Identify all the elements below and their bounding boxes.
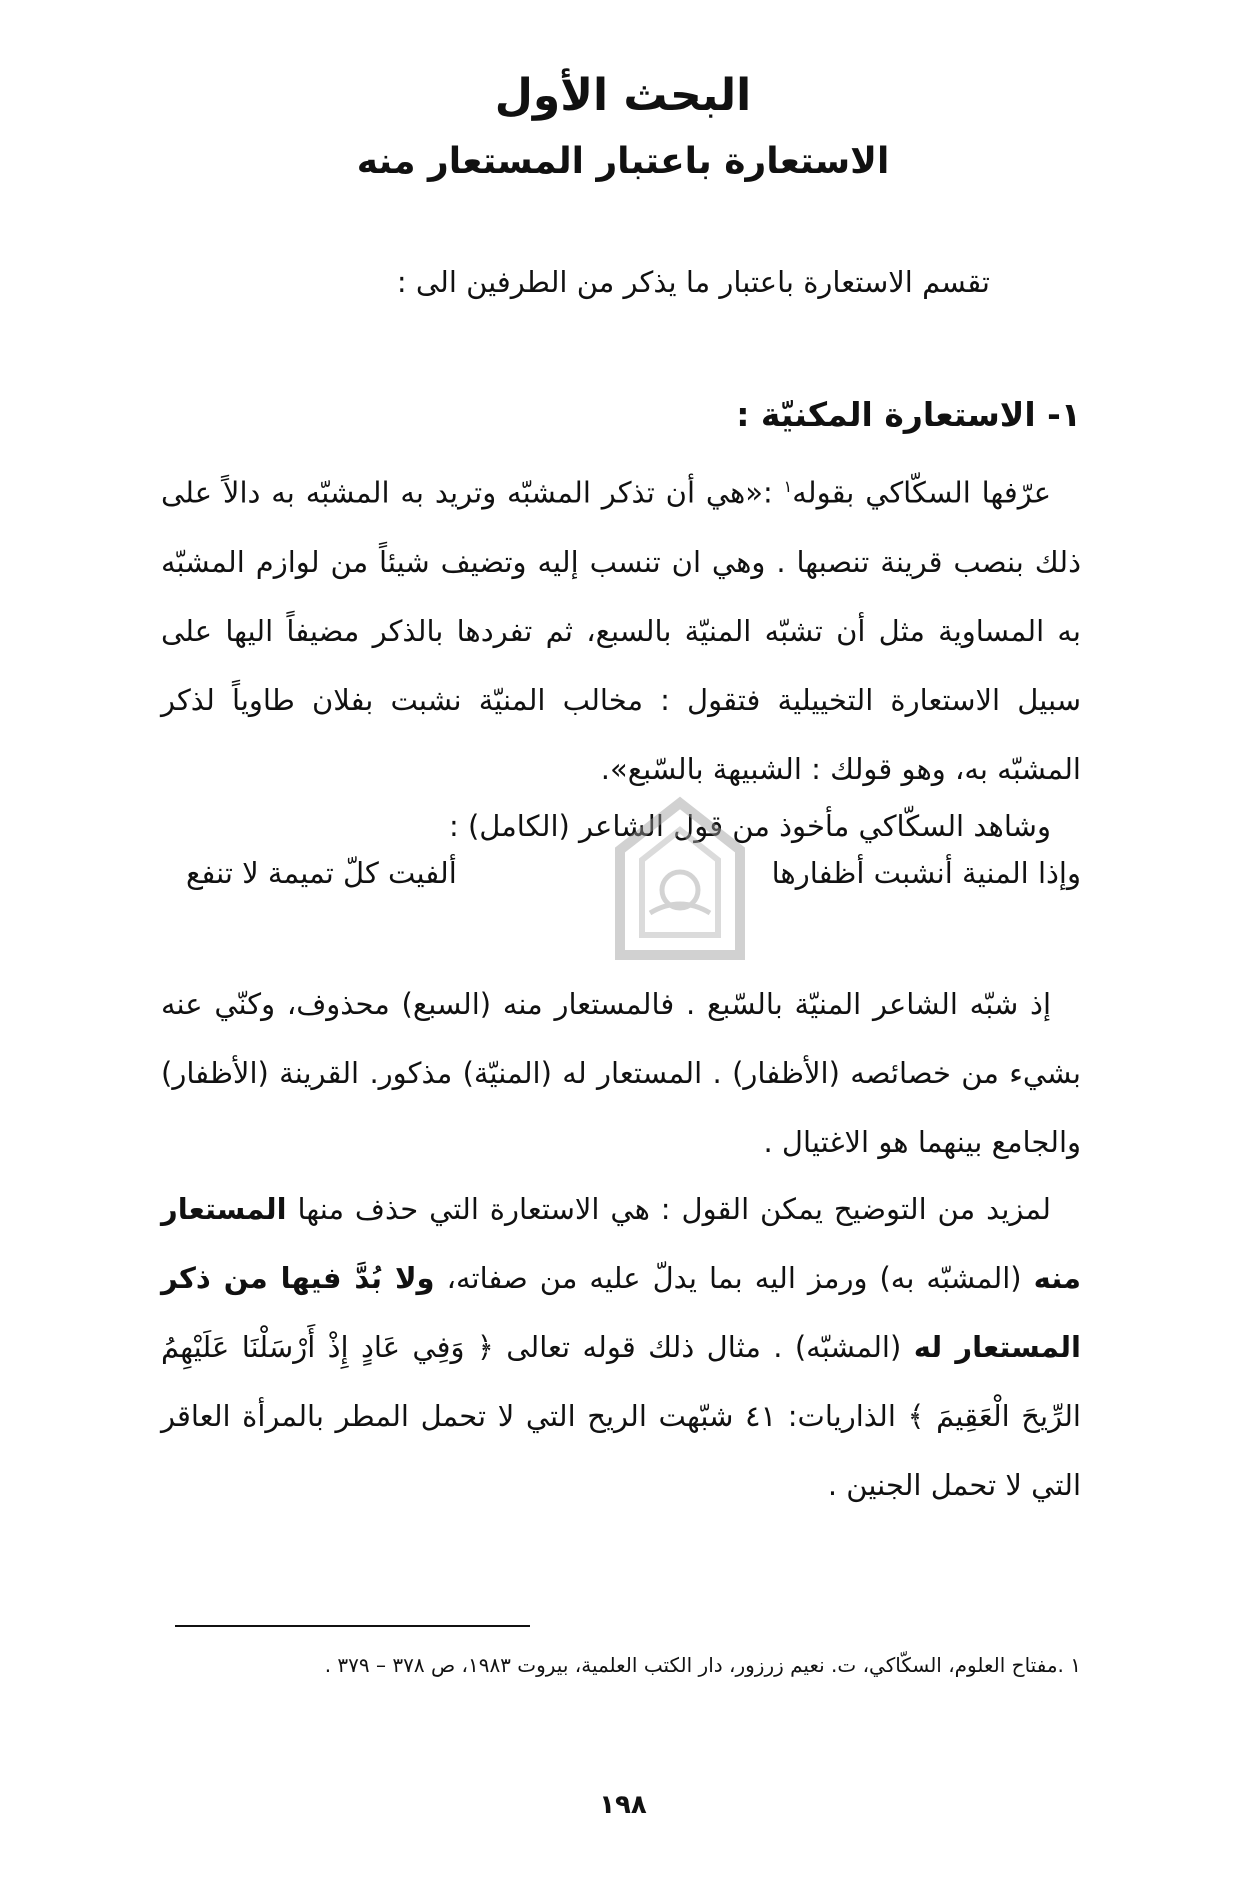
clarification-paragraph	[161, 1175, 1081, 1520]
section-heading: ١- الاستعارة المكنيّة :	[736, 395, 1081, 434]
clarification-text-c: (المشبّه به) ورمز اليه بما يدلّ عليه من صفاته،	[434, 1261, 1034, 1295]
definition-lead: عرّفها السكّاكي بقوله	[792, 475, 1051, 510]
witness-text: وشاهد السكّاكي مأخوذ من قول الشاعر (الكامل) :	[448, 809, 1051, 843]
clarification-bold-a: المستعار منه	[161, 1192, 1081, 1295]
clarification-bold-b: ولا بُدَّ فيها من ذكر المستعار له	[161, 1261, 1081, 1364]
definition-paragraph	[161, 452, 1081, 804]
page-number: ١٩٨	[599, 1790, 647, 1820]
intro-paragraph: تقسم الاستعارة باعتبار ما يذكر من الطرفين الى :	[396, 265, 990, 299]
definition-text: :«هي أن تذكر المشبّه وتريد به المشبّه به دالاً على ذلك بنصب قرينة تنصبها . وهي ان تنسب إليه وتضيف شيئاً من لوازم المشبّه به المساوية مثل أن تشبّه المنيّة بالسبع، ثم تفردها بالذكر مضيفاً اليها على سبيل الاستعارة التخييلية فتقول : مخالب المنيّة نشبت بفلان طاوياً لذكر المشبّه به، وهو قولك : الشبيهة بالسّبع».	[161, 475, 1081, 786]
page-title: البحث الأول	[494, 70, 752, 121]
clarification-text-e: (المشبّه) . مثال ذلك قوله تعالى ﴿ وَفِي عَادٍ إِذْ أَرْسَلْنَا عَلَيْهِمُ الرِّيحَ الْعَقِيمَ ﴾ الذاريات: ٤١ شبّهت الريح التي لا تحمل المطر بالمرأة العاقر التي لا تحمل الجنين .	[161, 1330, 1081, 1502]
footnote-divider	[175, 1625, 530, 1627]
clarification-text-a: لمزيد من التوضيح يمكن القول : هي الاستعارة التي حذف منها	[286, 1192, 1051, 1226]
footnote: ١ .مفتاح العلوم، السكّاكي، ت. نعيم زرزور، دار الكتب العلمية، بيروت ١٩٨٣، ص ٣٧٨ – ٣٧٩ .	[324, 1653, 1081, 1677]
explanation-text: إذ شبّه الشاعر المنيّة بالسّبع . فالمستعار منه (السبع) محذوف، وكنّي عنه بشيء من خصائصه (الأظفار) . المستعار له (المنيّة) مذكور. القرينة (الأظفار) والجامع بينهما هو الاغتيال .	[161, 987, 1081, 1159]
verse-second-hemistich: ألفيت كلّ تميمة لا تنفع	[186, 856, 457, 890]
seal-emblem-icon	[590, 795, 770, 980]
explanation-paragraph	[161, 970, 1081, 1177]
footnote-ref: ١	[783, 477, 793, 496]
page-subtitle: الاستعارة باعتبار المستعار منه	[356, 141, 890, 182]
verse-first-hemistich: وإذا المنية أنشبت أظفارها	[771, 856, 1081, 890]
